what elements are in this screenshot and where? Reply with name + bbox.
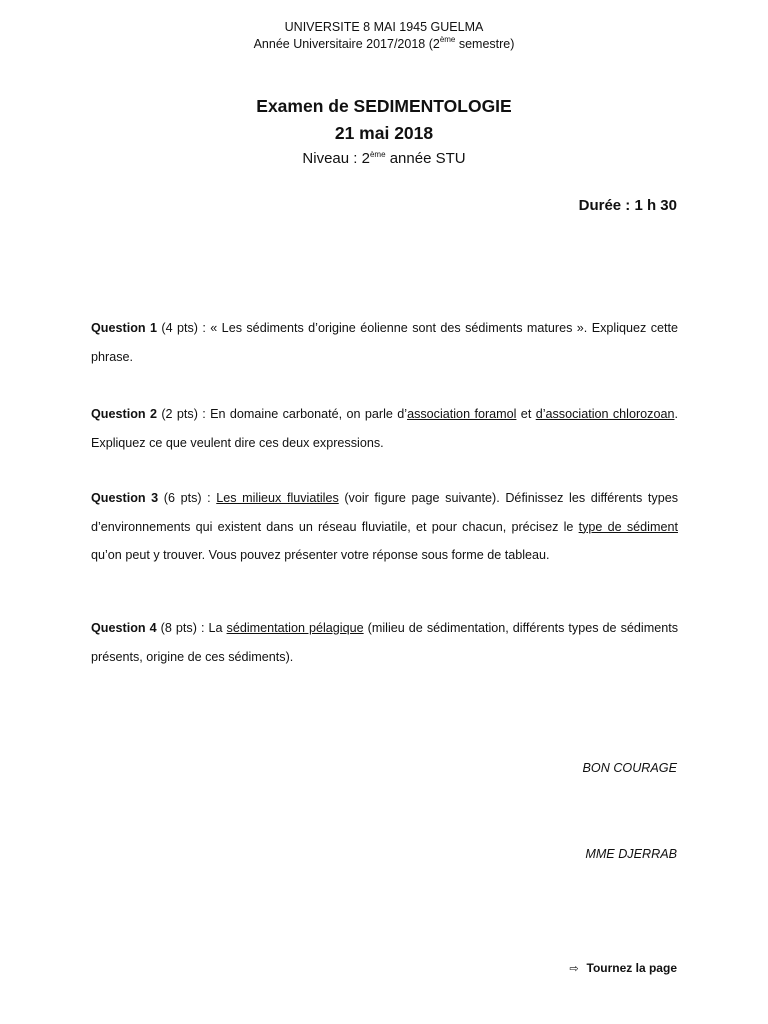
- question-4: [91, 614, 678, 671]
- question-3: [91, 484, 678, 570]
- underlined-term: sédimentation pélagique: [226, 621, 364, 635]
- exam-title: Examen de SEDIMENTOLOGIE: [256, 96, 512, 116]
- academic-year-suffix: semestre): [455, 37, 515, 51]
- exam-level: [0, 149, 768, 169]
- question-points: (2 pts) :: [156, 407, 211, 421]
- academic-year: [0, 36, 768, 52]
- underlined-term: d’association chlorozoan: [535, 407, 675, 421]
- teacher-name: MME DJERRAB: [585, 847, 677, 861]
- question-points: (8 pts) :: [156, 621, 209, 635]
- question-points: (4 pts) :: [156, 321, 211, 335]
- exam-date: 21 mai 2018: [334, 123, 434, 143]
- exam-duration: Durée : 1 h 30: [578, 197, 677, 214]
- question-text: . Expliquez ce que veulent dire ces deux expressions.: [91, 407, 678, 450]
- question-label: Question 1: [91, 321, 157, 335]
- bon-courage: BON COURAGE: [582, 761, 677, 775]
- question-points: (6 pts) :: [158, 491, 217, 505]
- exam-level-suffix: année STU: [385, 150, 466, 167]
- question-label: Question 2: [91, 407, 157, 421]
- arrow-right-icon: ⇨: [569, 963, 579, 975]
- exam-level-sup: ème: [369, 150, 386, 159]
- question-label: Question 4: [91, 621, 157, 635]
- question-text: (milieu de sédimentation, différents types de sédiments présents, origine de ces sédiments).: [91, 621, 678, 664]
- underlined-term: Les milieux fluviatiles: [216, 491, 339, 505]
- question-text: En domaine carbonaté, on parle d’: [210, 407, 408, 421]
- academic-year-text: Année Universitaire 2017/2018 (2: [253, 37, 440, 51]
- question-text: « Les sédiments d’origine éolienne sont des sédiments matures ». Expliquez cette phrase.: [91, 321, 679, 364]
- university-name: UNIVERSITE 8 MAI 1945 GUELMA: [284, 20, 484, 34]
- academic-year-sup: ème: [439, 35, 456, 44]
- question-label: Question 3: [91, 491, 159, 505]
- question-text: qu’on peut y trouver. Vous pouvez présenter votre réponse sous forme de tableau.: [91, 548, 550, 562]
- question-text: La: [208, 621, 227, 635]
- exam-level-text: Niveau : 2: [302, 150, 370, 167]
- turn-page-note: [569, 961, 677, 975]
- question-2: [91, 400, 678, 457]
- turn-page-text: Tournez la page: [586, 961, 677, 975]
- question-text: (voir figure page suivante). Définissez les différents types d’environnements qui existent dans un réseau fluviatile, et pour chacun, précisez le: [91, 491, 678, 534]
- underlined-term: type de sédiment: [578, 519, 678, 534]
- question-1: [91, 314, 678, 371]
- question-text: et: [516, 407, 536, 421]
- underlined-term: association foramol: [407, 407, 517, 421]
